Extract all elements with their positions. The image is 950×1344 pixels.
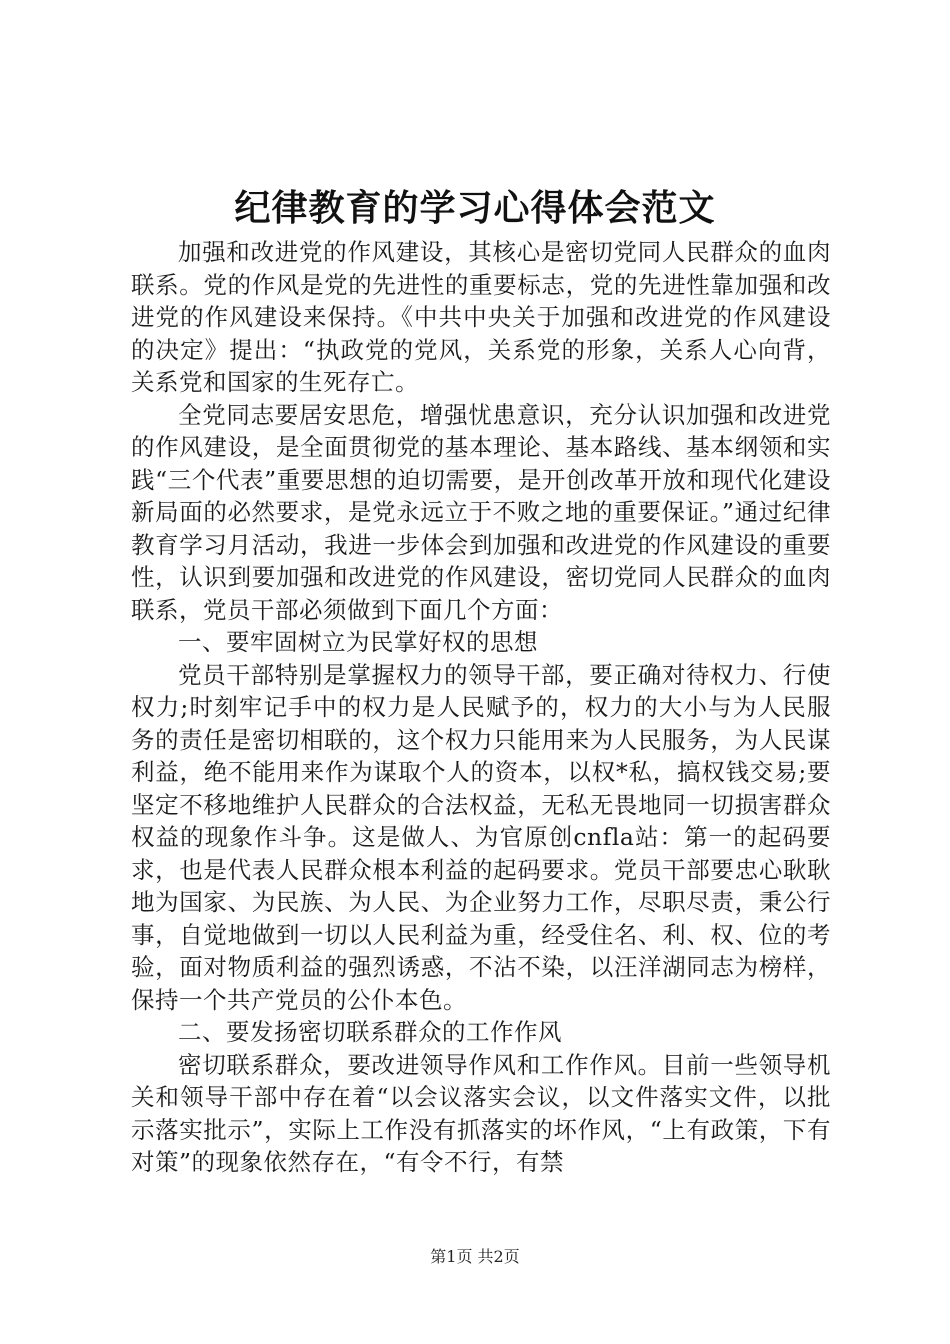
page-number-footer: 第1页 共2页 bbox=[430, 1247, 520, 1266]
paragraph: 密切联系群众，要改进领导作风和工作作风。目前一些领导机关和领导干部中存在着“以会议落实会议，以文件落实文件，以批示落实批示”，实际上工作没有抓落实的坏作风，“上有政策，下有对策”的现象依然存在，“有令不行，有禁 bbox=[131, 1050, 831, 1176]
section-heading: 二、要发扬密切联系群众的工作作风 bbox=[178, 1018, 562, 1046]
document-title: 纪律教育的学习心得体会范文 bbox=[234, 187, 716, 229]
paragraph: 加强和改进党的作风建设，其核心是密切党同人民群众的血肉联系。党的作风是党的先进性的重要标志，党的先进性靠加强和改进党的作风建设来保持。《中共中央关于加强和改进党的作风建设的决定》提出：“执政党的党风，关系党的形象，关系人心向背，关系党和国家的生死存亡。 bbox=[131, 238, 831, 396]
paragraph: 党员干部特别是掌握权力的领导干部，要正确对待权力、行使权力;时刻牢记手中的权力是人民赋予的，权力的大小与为人民服务的责任是密切相联的，这个权力只能用来为人民服务，为人民谋利益，绝不能用来作为谋取个人的资本，以权*私，搞权钱交易;要坚定不移地维护人民群众的合法权益，无私无畏地同一切损害群众权益的现象作斗争。这是做人、为官原创cnfla站：第一的起码要求，也是代表人民群众根本利益的起码要求。党员干部要忠心耿耿地为国家、为民族、为人民、为企业努力工作，尽职尽责，秉公行事，自觉地做到一切以人民利益为重，经受住名、利、权、位的考验，面对物质利益的强烈诱惑，不沾不染，以汪洋湖同志为榜样，保持一个共产党员的公仆本色。 bbox=[131, 660, 831, 1014]
section-heading: 一、要牢固树立为民掌好权的思想 bbox=[178, 628, 538, 656]
paragraph: 全党同志要居安思危，增强忧患意识，充分认识加强和改进党的作风建设，是全面贯彻党的基本理论、基本路线、基本纲领和实践“三个代表”重要思想的迫切需要，是开创改革开放和现代化建设新局面的必然要求，是党永远立于不败之地的重要保证。”通过纪律教育学习月活动，我进一步体会到加强和改进党的作风建设的重要性，认识到要加强和改进党的作风建设，密切党同人民群众的血肉联系，党员干部必须做到下面几个方面： bbox=[131, 400, 831, 624]
document-body bbox=[131, 236, 831, 1179]
